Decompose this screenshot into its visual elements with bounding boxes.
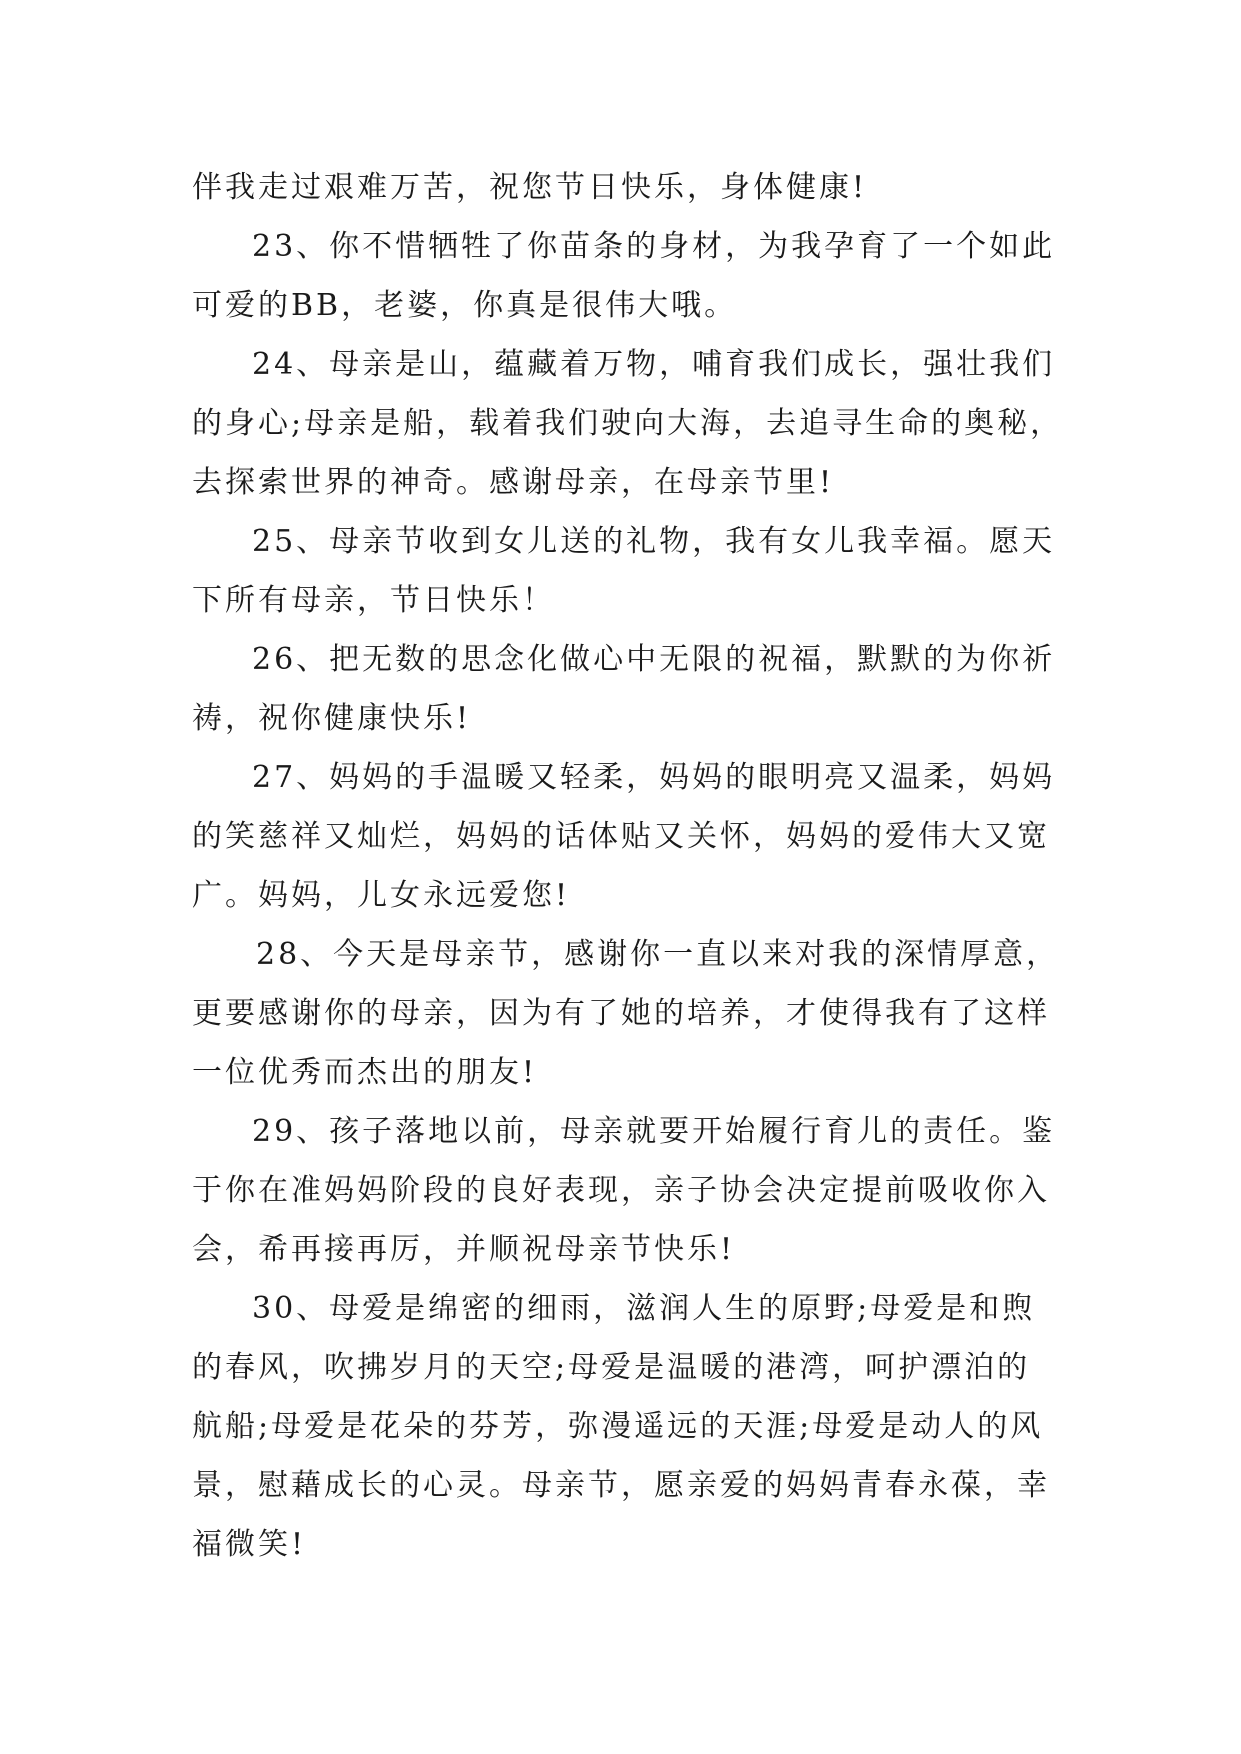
text-line: 一位优秀而杰出的朋友! bbox=[192, 1055, 538, 1090]
text-line: 祷，祝你健康快乐! bbox=[192, 701, 472, 736]
text-line: 去探索世界的神奇。感谢母亲，在母亲节里! bbox=[192, 465, 835, 500]
text-line: 航船;母爱是花朵的芬芳，弥漫遥远的天涯;母爱是动人的风 bbox=[192, 1409, 1044, 1444]
text-line: 更要感谢你的母亲，因为有了她的培养，才使得我有了这样 bbox=[192, 996, 1050, 1031]
text-line: 的身心;母亲是船，载着我们驶向大海，去追寻生命的奥秘， bbox=[192, 406, 1064, 441]
text-line: 30、母爱是绵密的细雨，滋润人生的原野;母爱是和煦 bbox=[252, 1291, 1036, 1326]
text-line: 24、母亲是山，蕴藏着万物，哺育我们成长，强壮我们 bbox=[252, 347, 1056, 382]
text-line: 25、母亲节收到女儿送的礼物，我有女儿我幸福。愿天 bbox=[252, 524, 1056, 559]
text-line: 26、把无数的思念化做心中无限的祝福，默默的为你祈 bbox=[252, 642, 1056, 677]
text-line: 广。妈妈，儿女永远爱您! bbox=[192, 878, 571, 913]
text-line: 会，希再接再厉，并顺祝母亲节快乐! bbox=[192, 1232, 736, 1267]
text-line: 景，慰藉成长的心灵。母亲节，愿亲爱的妈妈青春永葆，幸 bbox=[192, 1468, 1050, 1503]
text-line: 下所有母亲，节日快乐！ bbox=[192, 583, 555, 618]
document-body bbox=[192, 158, 1064, 1574]
text-line: 23、你不惜牺牲了你苗条的身材，为我孕育了一个如此 bbox=[252, 229, 1056, 264]
text-line: 的春风，吹拂岁月的天空;母爱是温暖的港湾，呵护漂泊的 bbox=[192, 1350, 1031, 1385]
text-line: 于你在准妈妈阶段的良好表现，亲子协会决定提前吸收你入 bbox=[192, 1173, 1050, 1208]
text-line: 福微笑! bbox=[192, 1527, 307, 1562]
text-line: 28、今天是母亲节，感谢你一直以来对我的深情厚意， bbox=[256, 937, 1060, 972]
text-line: 27、妈妈的手温暖又轻柔，妈妈的眼明亮又温柔，妈妈 bbox=[252, 760, 1056, 795]
text-line: 的笑慈祥又灿烂，妈妈的话体贴又关怀，妈妈的爱伟大又宽 bbox=[192, 819, 1050, 854]
text-line: 29、孩子落地以前，母亲就要开始履行育儿的责任。鉴 bbox=[252, 1114, 1056, 1149]
text-line: 可爱的BB，老婆，你真是很伟大哦。 bbox=[192, 288, 738, 323]
text-line: 伴我走过艰难万苦，祝您节日快乐，身体健康! bbox=[192, 170, 868, 205]
